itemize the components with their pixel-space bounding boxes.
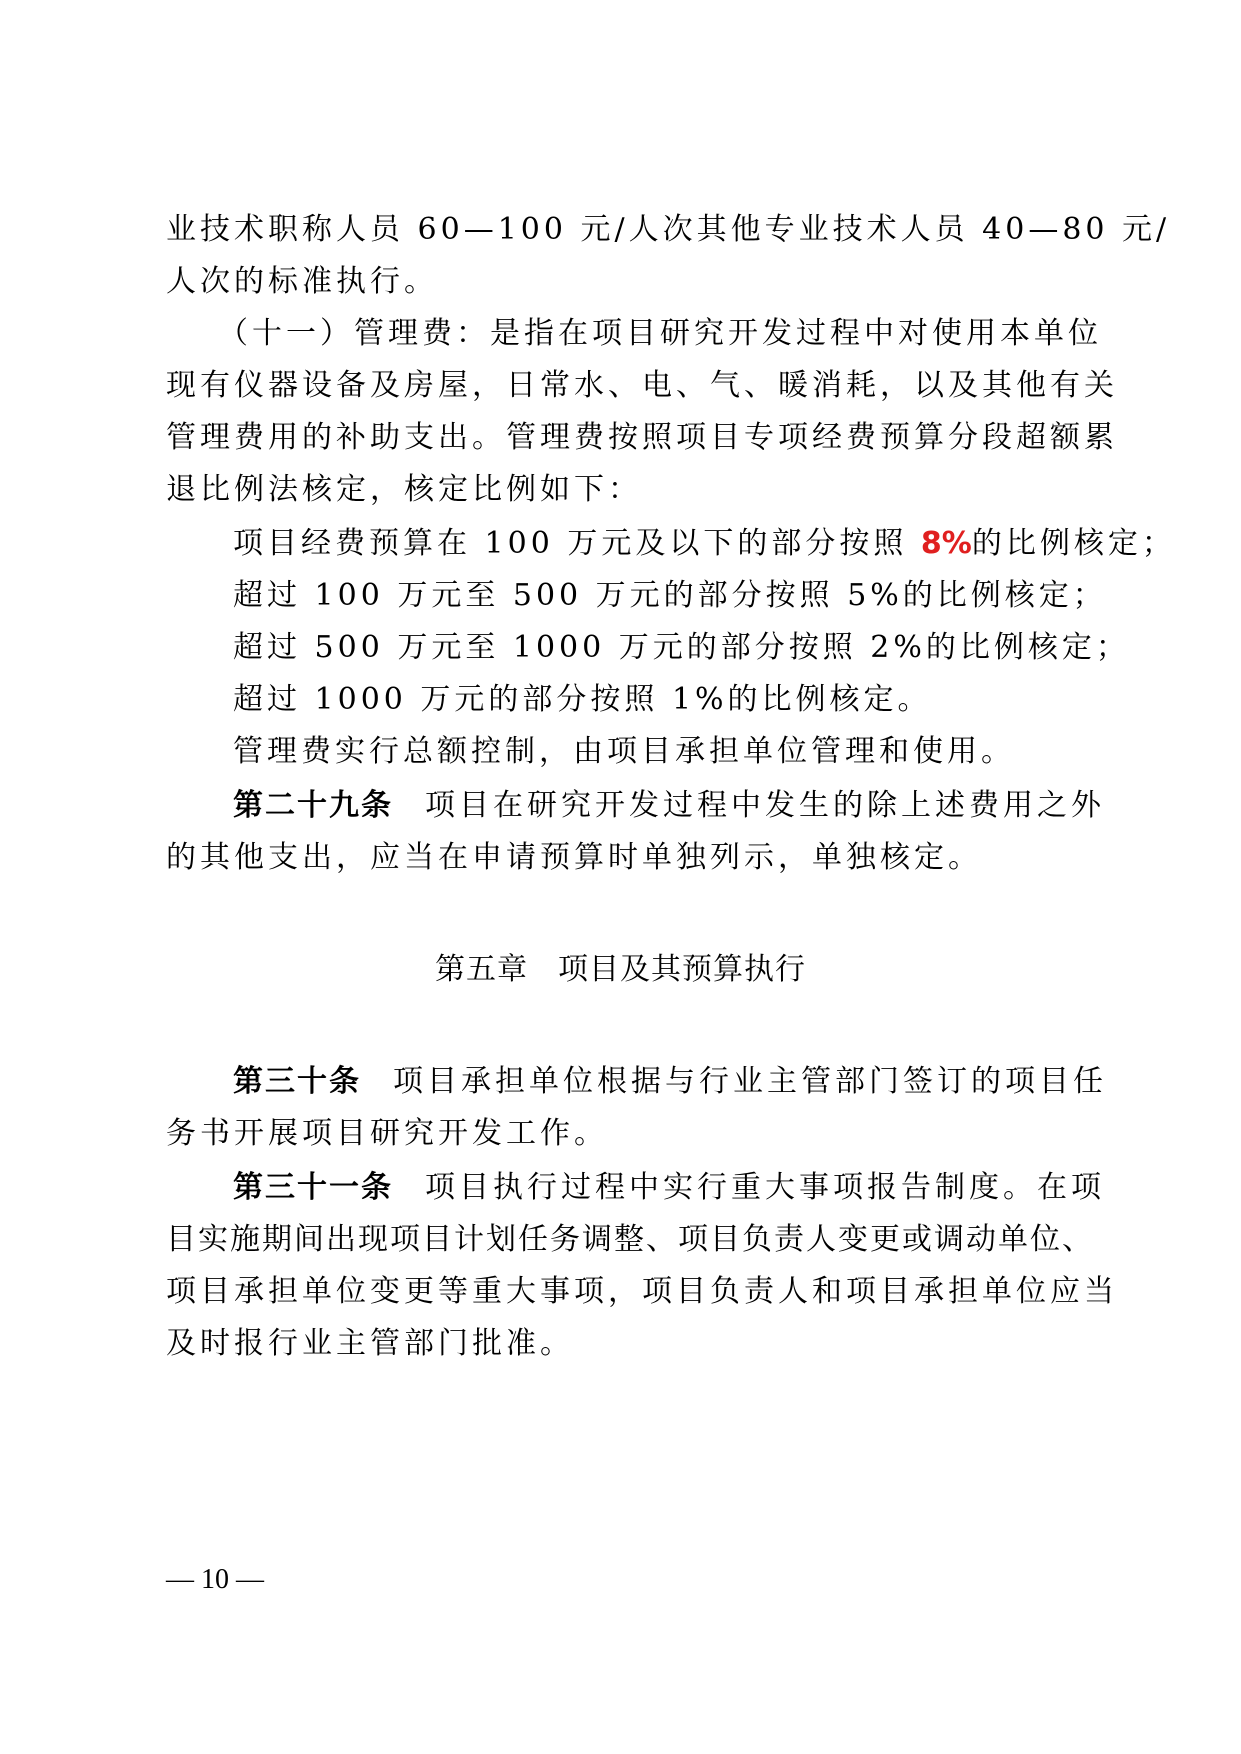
rate-line-2: 超过 100 万元至 500 万元的部分按照 5%的比例核定； — [233, 578, 1107, 613]
rate-line-1-pre: 项目经费预算在 100 万元及以下的部分按照 — [233, 526, 908, 561]
article-30-text: 项目承担单位根据与行业主管部门签订的项目任 — [393, 1064, 1107, 1099]
article-31 — [233, 1168, 1105, 1208]
rate-line-3: 超过 500 万元至 1000 万元的部分按照 2%的比例核定； — [233, 630, 1130, 665]
highlighted-rate: 8% — [920, 526, 972, 561]
article-31-text: 项目执行过程中实行重大事项报告制度。在项 — [425, 1170, 1105, 1205]
article-31-heading: 第三十一条 — [233, 1170, 393, 1205]
article-31-line-3: 项目承担单位变更等重大事项，项目负责人和项目承担单位应当 — [166, 1274, 1118, 1309]
article-30-line-2: 务书开展项目研究开发工作。 — [166, 1116, 608, 1151]
mgmt-total-line: 管理费实行总额控制，由项目承担单位管理和使用。 — [233, 734, 1015, 769]
article-31-line-2: 目实施期间出现项目计划任务调整、项目负责人变更或调动单位、 — [166, 1222, 1094, 1257]
rate-line-1-post: 的比例核定； — [971, 526, 1176, 561]
article-29-line-2: 的其他支出，应当在申请预算时单独列示，单独核定。 — [166, 840, 982, 875]
paragraph-line: 业技术职称人员 60—100 元/人次其他专业技术人员 40—80 元/ — [166, 212, 1171, 247]
paragraph-line: （十一）管理费：是指在项目研究开发过程中对使用本单位 — [218, 316, 1102, 351]
chapter-number: 第五章 — [435, 952, 528, 987]
rate-line-4: 超过 1000 万元的部分按照 1%的比例核定。 — [233, 682, 932, 717]
chapter-heading — [0, 950, 1241, 990]
paragraph-line: 管理费用的补助支出。管理费按照项目专项经费预算分段超额累 — [166, 420, 1118, 455]
article-30-heading: 第三十条 — [233, 1064, 361, 1099]
paragraph-line: 退比例法核定，核定比例如下： — [166, 472, 642, 507]
rate-line-1 — [233, 524, 1176, 564]
article-29-text: 项目在研究开发过程中发生的除上述费用之外 — [425, 788, 1105, 823]
paragraph-line: 人次的标准执行。 — [166, 264, 438, 299]
paragraph-line: 现有仪器设备及房屋，日常水、电、气、暖消耗，以及其他有关 — [166, 368, 1118, 403]
article-29 — [233, 786, 1105, 826]
page-number: — 10 — — [166, 1564, 264, 1595]
article-30 — [233, 1062, 1107, 1102]
chapter-title: 项目及其预算执行 — [558, 952, 806, 987]
article-29-heading: 第二十九条 — [233, 788, 393, 823]
article-31-line-4: 及时报行业主管部门批准。 — [166, 1326, 574, 1361]
